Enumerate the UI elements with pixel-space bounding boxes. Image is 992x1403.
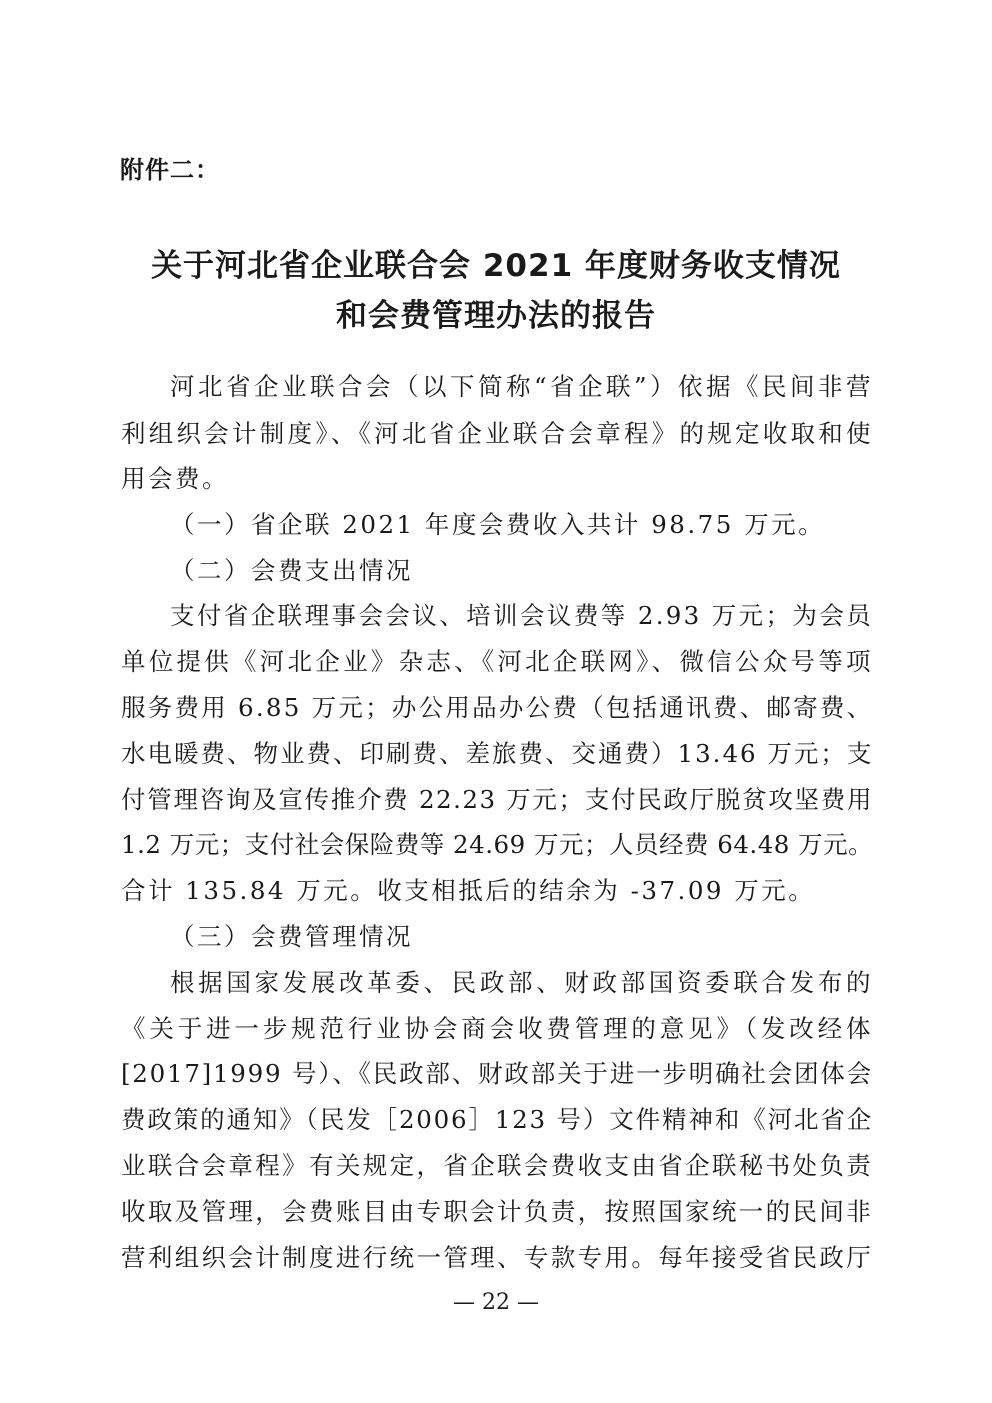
report-title-line-1: 关于河北省企业联合会 2021 年度财务收支情况 (151, 248, 841, 284)
section-heading: （二）会费支出情况 (170, 556, 413, 585)
body-line: 利组织会计制度》、《河北省企业联合会章程》的规定收取和使 (121, 419, 873, 448)
body-line: 支付省企联理事会会议、培训会议费等 2.93 万元；为会员 (170, 601, 873, 630)
body-line: 服务费用 6.85 万元；办公用品办公费（包括通讯费、邮寄费、 (121, 693, 874, 722)
body-line: 付管理咨询及宣传推介费 22.23 万元；支付民政厅脱贫攻坚费用 (121, 785, 873, 814)
body-line: 河北省企业联合会（以下简称“省企联”）依据《民间非营 (170, 372, 873, 401)
body-line: 营利组织会计制度进行统一管理、专款专用。每年接受省民政厅 (121, 1243, 873, 1272)
body-line: 费政策的通知》（民发［2006］123 号）文件精神和《河北省企 (121, 1105, 873, 1134)
body-line: 用会费。 (121, 464, 229, 493)
body-line: [2017]1999 号）、《民政部、财政部关于进一步明确社会团体会 (121, 1059, 873, 1088)
body-line: 收取及管理，会费账目由专职会计负责，按照国家统一的民间非 (121, 1197, 873, 1226)
body-line: 水电暖费、物业费、印刷费、差旅费、交通费）13.46 万元；支 (121, 739, 874, 768)
body-line: 合计 135.84 万元。收支相抵后的结余为 -37.09 万元。 (121, 876, 816, 905)
body-line: 根据国家发展改革委、民政部、财政部国资委联合发布的 (170, 968, 873, 997)
body-line: 《关于进一步规范行业协会商会收费管理的意见》（发改经体 (121, 1014, 873, 1043)
body-line: （一）省企联 2021 年度会费收入共计 98.75 万元。 (170, 510, 826, 539)
body-line: 业联合会章程》有关规定，省企联会费收支由省企联秘书处负责 (121, 1151, 873, 1180)
body-line: 单位提供《河北企业》杂志、《河北企联网》、微信公众号等项 (121, 647, 873, 676)
report-title-line-2: 和会费管理办法的报告 (336, 298, 656, 334)
page-number: — 22 — (453, 1290, 539, 1315)
annex-label: 附件二： (120, 156, 220, 184)
section-heading: （三）会费管理情况 (170, 922, 413, 951)
body-line: 1.2 万元；支付社会保险费等 24.69 万元；人员经费 64.48 万元。 (121, 830, 874, 859)
